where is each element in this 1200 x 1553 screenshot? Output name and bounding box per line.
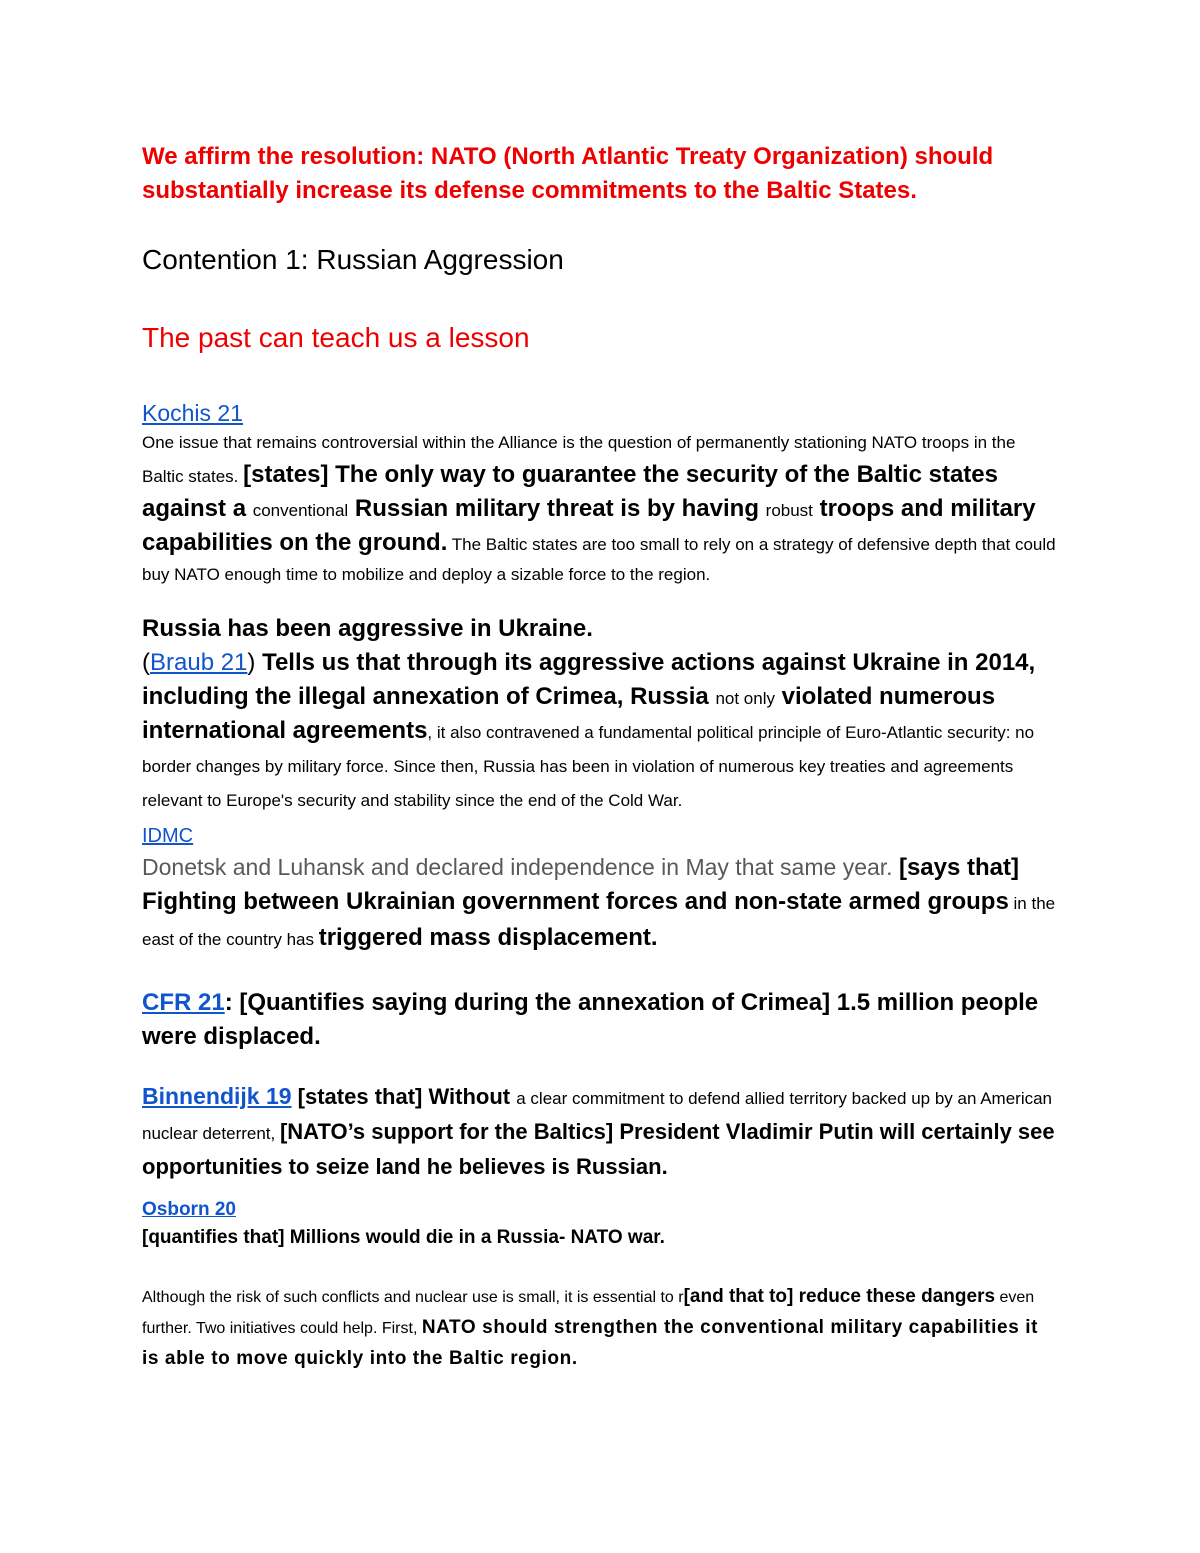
kochis-text-4: Russian military threat is by having [348, 495, 766, 522]
cfr-text-1: : [Quantifies saying during the annexation of Crimea] 1.5 million people were displaced. [142, 989, 1039, 1050]
binnendijk-text-3: [NATO’s support for the Baltics] President Vladimir Putin will certainly see opportunities to seize land he believes is Russian. [142, 1119, 1055, 1179]
kochis-text-2: [states] The only way to guarantee the security of the Baltic states against a [142, 461, 998, 522]
contention-title: Contention 1: Russian Aggression [142, 244, 564, 275]
idmc-text-1: Donetsk and Luhansk and declared independence in May that same year. [142, 854, 899, 880]
idmc-card [142, 822, 1057, 957]
cfr-citation-link[interactable]: CFR 21 [142, 989, 225, 1016]
kochis-text-1: One issue that remains controversial within the Alliance is the question of permanently stationing NATO troops in the Baltic states. [142, 433, 1016, 486]
idmc-text-3: in the east of the country has [142, 894, 1056, 949]
kochis-text-3: conventional [252, 501, 349, 520]
kochis-citation-link[interactable]: Kochis 21 [142, 400, 244, 426]
kochis-text-5: robust [765, 501, 813, 520]
kochis-text-7: The Baltic states are too small to rely on a strategy of defensive depth that could buy NATO enough time to mobilize and deploy a sizable force to the region. [142, 535, 1056, 584]
braub-text-1: Tells us that through its aggressive actions against Ukraine in 2014, including the illegal annexation of Crimea, Russia [142, 649, 1036, 710]
osborn-text-4: NATO should strengthen the conventional military capabilities it is able to move quickly into the Baltic region. [142, 1317, 1039, 1369]
binnendijk-card [142, 1080, 1057, 1183]
braub-card [142, 612, 1057, 816]
idmc-citation-link[interactable]: IDMC [142, 825, 194, 847]
osborn-citation-link[interactable]: Osborn 20 [142, 1199, 236, 1220]
braub-text-4: , it also contravened a fundamental political principle of Euro-Atlantic security: no border changes by military force. Since then, Russia has been in violation of numerous key treaties and agreements relevant to Europe's security and stability since the end of the Cold War. [142, 723, 1035, 810]
kochis-card [142, 398, 1057, 590]
section-subheading: The past can teach us a lesson [142, 322, 530, 353]
osborn-evidence-paragraph [142, 1282, 1057, 1374]
braub-close-paren: ) [247, 649, 256, 676]
osborn-text-3: even further. Two initiatives could help. First, [142, 1289, 1035, 1337]
braub-citation-link[interactable]: Braub 21 [150, 649, 248, 676]
osborn-card [142, 1196, 1057, 1252]
kochis-text-6: troops and military capabilities on the ground. [142, 495, 1036, 556]
binnendijk-text-1: [states that] Without [291, 1084, 517, 1109]
braub-heading: Russia has been aggressive in Ukraine. [142, 615, 593, 642]
idmc-text-4: triggered mass displacement. [318, 924, 658, 951]
braub-text-2: not only [715, 689, 775, 708]
osborn-text-1: Although the risk of such conflicts and nuclear use is small, it is essential to r [142, 1289, 684, 1306]
osborn-text-2: [and that to] reduce these dangers [683, 1286, 996, 1307]
binnendijk-text-2: a clear commitment to defend allied territory backed up by an American nuclear deterrent, [142, 1089, 1052, 1143]
idmc-text-2: [says that] Fighting between Ukrainian government forces and non-state armed groups [142, 854, 1019, 915]
cfr-card [142, 986, 1057, 1054]
braub-open-paren: ( [142, 649, 150, 676]
resolution-statement: We affirm the resolution: NATO (North Atlantic Treaty Organization) should substantially increase its defense commitments to the Baltic States. [142, 143, 994, 204]
braub-text-3: violated numerous international agreements [142, 683, 996, 744]
osborn-claim: [quantifies that] Millions would die in a Russia- NATO war. [142, 1227, 665, 1248]
binnendijk-citation-link[interactable]: Binnendijk 19 [142, 1083, 292, 1109]
